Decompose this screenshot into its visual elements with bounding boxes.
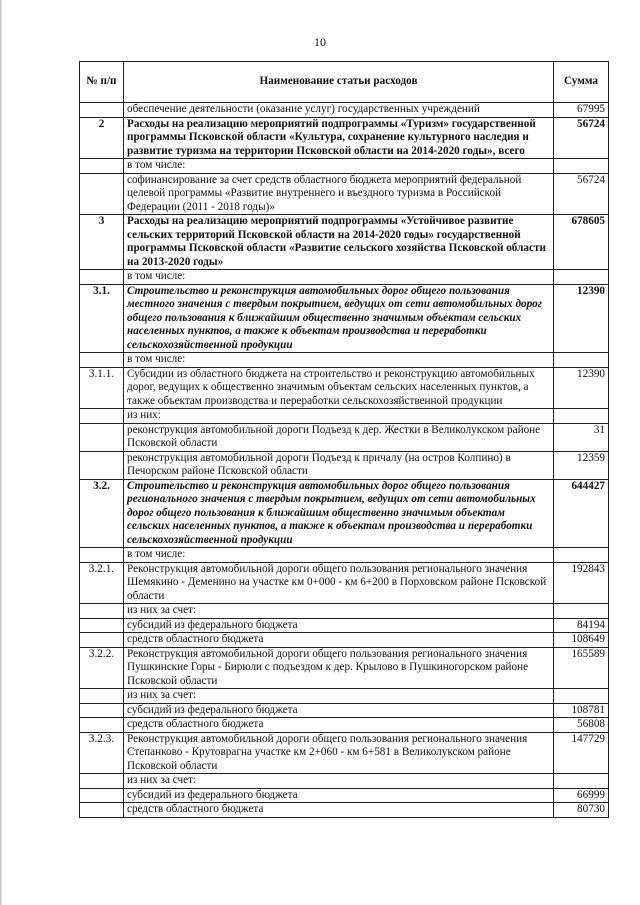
row-name: Расходы на реализацию мероприятий подпрограммы «Туризм» государственной программы Псковской области «Культура, сохранение культурного наследия и развитие туризма на территории Псковской области на 2014-2020 годы», всего <box>124 117 554 159</box>
row-number: 3.1. <box>80 284 124 353</box>
row-number <box>80 270 124 285</box>
row-sum <box>554 604 609 619</box>
row-sum <box>554 409 609 424</box>
row-name: реконструкция автомобильной дороги Подъезд к причалу (на остров Колпино) в Печорском районе Псковской области <box>124 451 554 479</box>
row-sum <box>554 159 609 174</box>
row-name: субсидий из федерального бюджета <box>124 618 554 633</box>
row-sum: 56724 <box>554 173 609 215</box>
row-number <box>80 774 124 789</box>
row-name: из них: <box>124 409 554 424</box>
table-row <box>80 689 609 704</box>
row-number <box>80 618 124 633</box>
row-sum: 84194 <box>554 618 609 633</box>
row-number <box>80 604 124 619</box>
row-sum <box>554 548 609 563</box>
table-header-row <box>80 62 609 103</box>
row-name: из них за счет: <box>124 689 554 704</box>
row-number <box>80 788 124 803</box>
row-number <box>80 159 124 174</box>
row-sum <box>554 353 609 368</box>
row-sum: 678605 <box>554 215 609 270</box>
row-name: Строительство и реконструкция автомобильных дорог общего пользования регионального значения с твердым покрытием, ведущих от сети автомобильных дорог общего пользования к ближайшим общественно значимым объектам сельских населенных пунктов, а также к объектам производства и переработки сельскохозяйственной продукции <box>124 479 554 548</box>
row-number <box>80 718 124 733</box>
row-name: Расходы на реализацию мероприятий подпрограммы «Устойчивое развитие сельских территорий Псковской области на 2014-2020 годы» государственной программы Псковской области «Развитие сельского хозяйства Псковской области на 2013-2020 годы» <box>124 215 554 270</box>
table-row <box>80 173 609 215</box>
row-sum: 192843 <box>554 562 609 604</box>
table-row <box>80 270 609 285</box>
row-number <box>80 423 124 451</box>
row-sum: 108649 <box>554 633 609 648</box>
row-number <box>80 803 124 818</box>
table-row <box>80 353 609 368</box>
table-row <box>80 479 609 548</box>
table-row <box>80 703 609 718</box>
row-sum: 12390 <box>554 284 609 353</box>
table-row <box>80 409 609 424</box>
row-name: субсидий из федерального бюджета <box>124 788 554 803</box>
row-sum: 56808 <box>554 718 609 733</box>
row-number <box>80 409 124 424</box>
row-number: 2 <box>80 117 124 159</box>
row-number: 3.2.2. <box>80 647 124 689</box>
table-row <box>80 159 609 174</box>
row-name: обеспечение деятельности (оказание услуг) государственных учреждений <box>124 103 554 118</box>
row-sum: 12359 <box>554 451 609 479</box>
row-name: средств областного бюджета <box>124 633 554 648</box>
row-number <box>80 703 124 718</box>
row-number <box>80 353 124 368</box>
table-row <box>80 718 609 733</box>
header-name: Наименование статьи расходов <box>124 62 554 103</box>
table-row <box>80 117 609 159</box>
row-name: из них за счет: <box>124 604 554 619</box>
row-number <box>80 689 124 704</box>
table-row <box>80 284 609 353</box>
table-row <box>80 215 609 270</box>
header-sum: Сумма <box>554 62 609 103</box>
row-number <box>80 451 124 479</box>
row-number <box>80 103 124 118</box>
row-name: в том числе: <box>124 353 554 368</box>
row-name: в том числе: <box>124 270 554 285</box>
row-name: софинансирование за счет средств областного бюджета мероприятий федеральной целевой программы «Развитие внутреннего и въездного туризма в Российской Федерации (2011 - 2018 годы)» <box>124 173 554 215</box>
row-sum: 147729 <box>554 732 609 774</box>
row-sum: 31 <box>554 423 609 451</box>
row-name: в том числе: <box>124 159 554 174</box>
row-sum: 56724 <box>554 117 609 159</box>
row-number: 3.2.1. <box>80 562 124 604</box>
page-number: 10 <box>314 35 326 49</box>
table-row <box>80 647 609 689</box>
row-name: Реконструкция автомобильной дороги общего пользования регионального значения Шемякино - Деменино на участке км 0+000 - км 6+200 в Порховском районе Псковской области <box>124 562 554 604</box>
table-row <box>80 618 609 633</box>
table-row <box>80 633 609 648</box>
expense-table <box>79 61 609 818</box>
table-row <box>80 562 609 604</box>
row-name: Реконструкция автомобильной дороги общего пользования регионального значения Пушкинские Горы - Бирюли с подъездом к дер. Крылово в Пушкиногорском районе Псковской области <box>124 647 554 689</box>
row-number: 3 <box>80 215 124 270</box>
row-sum: 644427 <box>554 479 609 548</box>
table-row <box>80 604 609 619</box>
row-name: Строительство и реконструкция автомобильных дорог общего пользования местного значения с твердым покрытием, ведущих от сети автомобильных дорог общего пользования к ближайшим общественно значимым объектам сельских населенных пунктов, а также к объектам производства и переработки сельскохозяйственной продукции <box>124 284 554 353</box>
table-row <box>80 451 609 479</box>
table-row <box>80 367 609 409</box>
row-name: Субсидии из областного бюджета на строительство и реконструкцию автомобильных дорог, ведущих к общественно значимым объектам сельских населенных пунктов, а также объектам производства и переработки сельскохозяйственной продукции <box>124 367 554 409</box>
row-sum: 67995 <box>554 103 609 118</box>
table-body <box>80 103 609 818</box>
row-number: 3.1.1. <box>80 367 124 409</box>
header-num: № п/п <box>80 62 124 103</box>
row-name: средств областного бюджета <box>124 718 554 733</box>
row-sum: 108781 <box>554 703 609 718</box>
table-row <box>80 788 609 803</box>
scan-edge <box>0 0 3 905</box>
table-row <box>80 548 609 563</box>
row-sum: 165589 <box>554 647 609 689</box>
row-number: 3.2. <box>80 479 124 548</box>
row-number <box>80 633 124 648</box>
table-row <box>80 732 609 774</box>
row-sum: 12390 <box>554 367 609 409</box>
row-number: 3.2.3. <box>80 732 124 774</box>
row-name: из них за счет: <box>124 774 554 789</box>
row-sum <box>554 774 609 789</box>
row-name: Реконструкция автомобильной дороги общего пользования регионального значения Степанково - Крутоврагна участке км 2+060 - км 6+581 в Великолукском районе Псковской области <box>124 732 554 774</box>
table-row <box>80 103 609 118</box>
row-name: средств областного бюджета <box>124 803 554 818</box>
row-sum <box>554 270 609 285</box>
row-name: субсидий из федерального бюджета <box>124 703 554 718</box>
row-sum: 66999 <box>554 788 609 803</box>
row-number <box>80 548 124 563</box>
table-row <box>80 803 609 818</box>
table-row <box>80 774 609 789</box>
row-sum <box>554 689 609 704</box>
row-name: реконструкция автомобильной дороги Подъезд к дер. Жестки в Великолукском районе Псковской области <box>124 423 554 451</box>
row-name: в том числе: <box>124 548 554 563</box>
table-row <box>80 423 609 451</box>
row-sum: 80730 <box>554 803 609 818</box>
row-number <box>80 173 124 215</box>
